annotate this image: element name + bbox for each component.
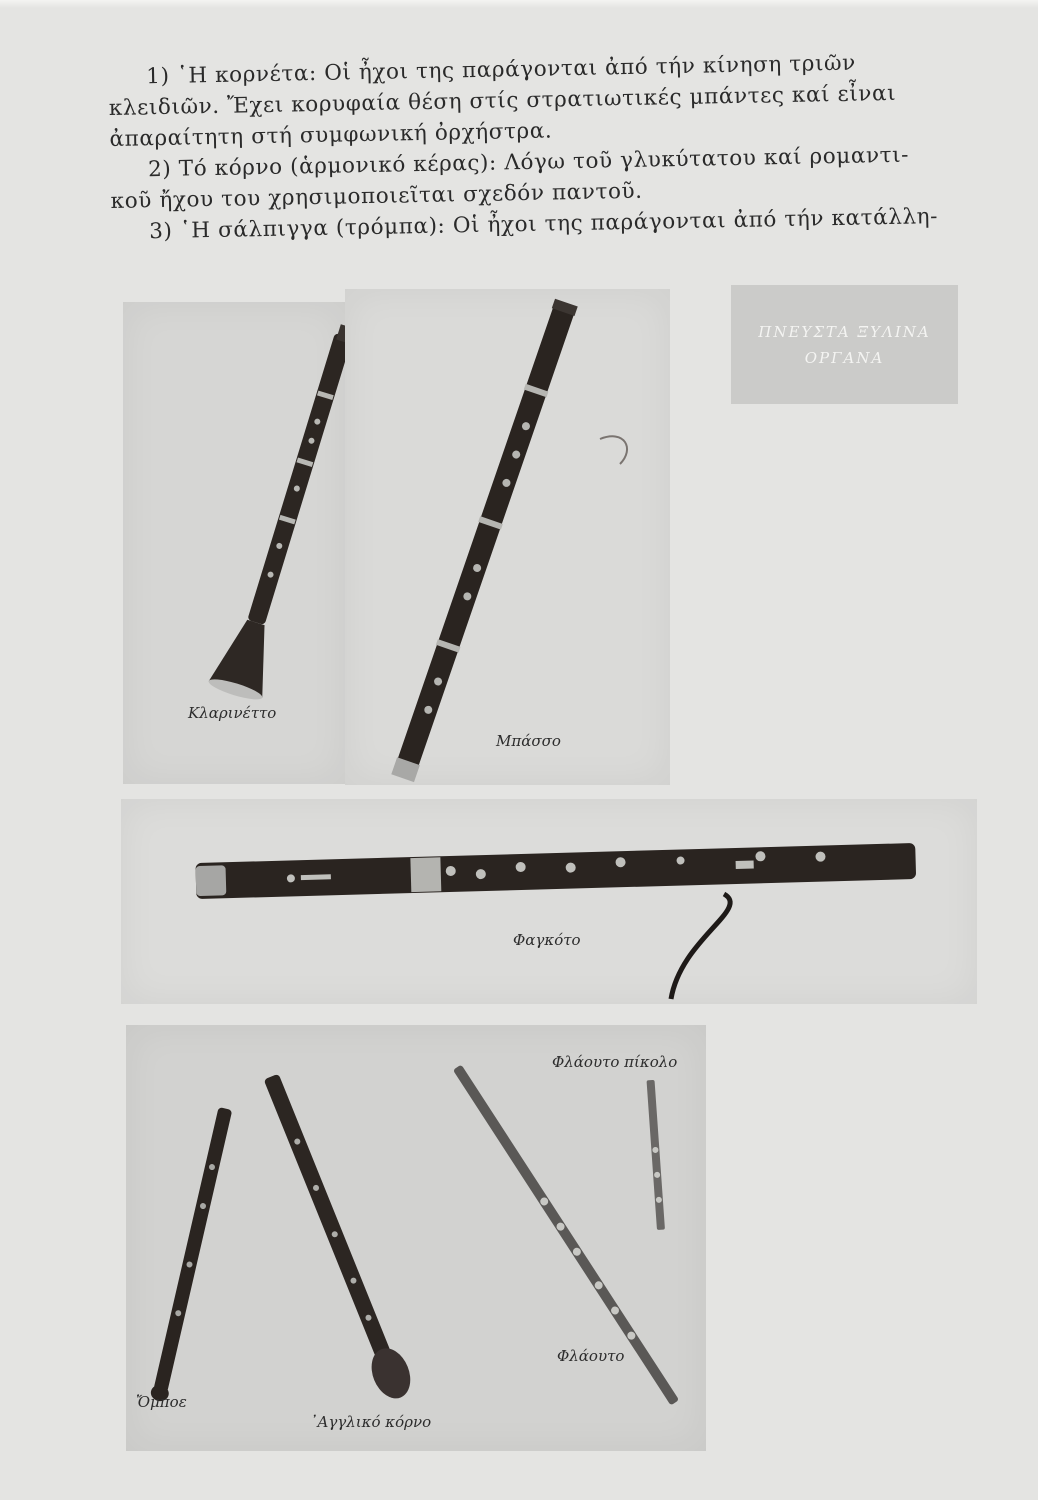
text-line: 3) ῾Η σάλπιγγα (τρόμπα): Οἱ ἦχοι της παράγονται ἀπό τήν κατάλλη- [149, 204, 939, 245]
bass-clarinet-photo [345, 289, 670, 785]
caption-oboe: Ὄμποε [136, 1393, 187, 1411]
text-line: κλειδιῶν. Ἔχει κορυφαία θέση στίς στρατιωτικές μπάντες καί εἶναι [108, 80, 897, 121]
text-line: 2) Τό κόρνο (ἁρμονικό κέρας): Λόγω τοῦ γλυκύτατου καί ρομαντι- [147, 142, 910, 183]
text-line: κοῦ ἤχου του χρησιμοποιεῖται σχεδόν παντοῦ. [110, 178, 643, 214]
text-line: ἀπαραίτητη στή συμφωνική ὀρχήστρα. [109, 118, 553, 152]
page-top-edge [0, 0, 1038, 8]
woodwinds-photo [126, 1025, 706, 1451]
paragraph-cornet [108, 46, 950, 155]
section-title-line2: ΟΡΓΑΝΑ [804, 348, 885, 367]
bass-clarinet-illustration [345, 289, 670, 785]
section-title-box [731, 285, 958, 404]
caption-flute: Φλάουτο [557, 1347, 625, 1365]
bassoon-illustration [121, 799, 977, 1004]
body-text [108, 46, 951, 248]
text-line: 1) ῾Η κορνέτα: Οἱ ἦχοι της παράγονται ἀπό τήν κίνηση τριῶν [146, 50, 857, 90]
caption-english-horn: ᾿Αγγλικό κόρνο [310, 1413, 432, 1431]
caption-bassoon: Φαγκότο [513, 931, 581, 949]
bassoon-photo [121, 799, 977, 1004]
caption-clarinet: Κλαρινέττο [188, 704, 277, 722]
caption-piccolo: Φλάουτο πίκολο [552, 1053, 678, 1071]
woodwinds-illustration [126, 1025, 706, 1451]
section-title-line1: ΠΝΕΥΣΤΑ ΞΥΛΙΝΑ [758, 322, 931, 341]
caption-bass-clarinet: Μπάσσο [496, 732, 561, 750]
